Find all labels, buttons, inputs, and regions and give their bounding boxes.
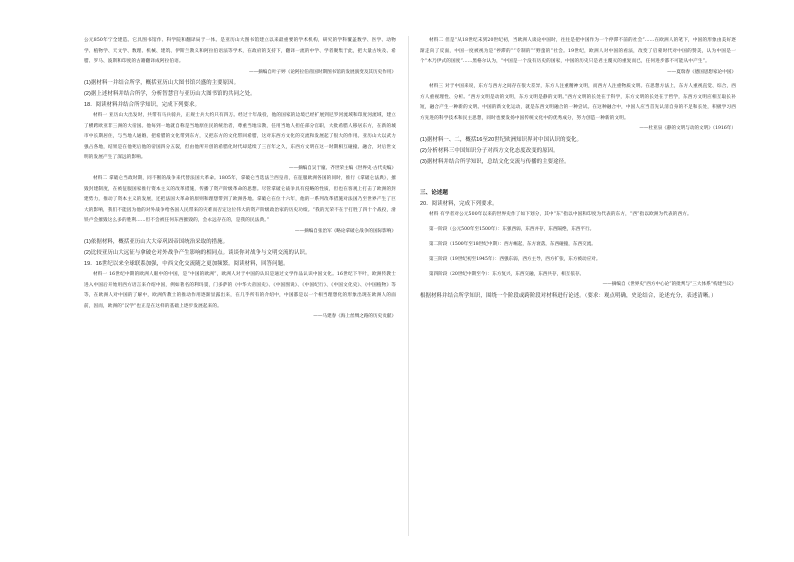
question-18-2: (2)比较亚历山大远征与拿破仑对外战争产生影响的相同点。谈谈你对战争与文明交流的认识。: [84, 250, 311, 256]
stage-item-4: 第四阶段（20世纪中期至今）：东方复兴，东西交融，东西共存，相互依存。: [429, 272, 585, 277]
section-3-heading: 三、论述题: [420, 189, 448, 196]
material-20-source: ——摘编自《世界史“西方中心论”的批判与“三大体系”构建刍议》: [602, 282, 736, 287]
question-20-requirement: 根据材料并结合所学知识，围绕一个阶段或跨阶段对材料进行论述。（要求：观点明确，史论结合，论述充分，表述清晰。）: [420, 292, 717, 299]
material-19-2-source: ——夏瑞春《德国思想家论中国》: [667, 69, 736, 75]
material-18-1-source: ——摘编自吴于廑、齐世荣主编《世界史·古代史编》: [288, 165, 396, 171]
question-18-1: (1)依据材料，概括亚历山大大帝巩固帝国统治采取的措施。: [84, 239, 229, 245]
question-17-1: (1)据材料一并结合所学，概括亚历山大图书馆兴盛的主要原因。: [84, 80, 240, 86]
question-17-2: (2)据上述材料并结合所学，分析智慧宫与亚历山大图书馆的共同之处。: [84, 91, 256, 97]
material-19-3: 材料三 对于中国来说，东方与西方之间存在很大差异，东方人注重精神文明，而西方人注重物质文明。在思想方法上，东方人重视直觉、综合，西方人重视理性、分析。“西方文明是动的文明，东方文明是静的文明。”西方文明的长处在于科学，东方文明的长处在于哲学，东西方文明应相互取长补短，融合产生一种新的文明。中国的新文化运动，就是东西文明融合的一种尝试。在这种融合中，中国人应当首先认清自身的不足和长处，积极学习西方先进的科学技术和民主思想，同时也要发扬中国传统文化中的优秀成分，努力创造一种新的文明。: [420, 84, 736, 121]
question-19-3: (3)据材料并结合所学知识，总结文化交流与传播的主要途径。: [420, 158, 570, 165]
material-19-1-source: ——马建春《海上丝绸之路的历史贡献》: [313, 314, 396, 319]
material-17-source: ——摘编自叶子婷《论阿拉伯帝国时期图书馆的发展演变及其历史作用》: [248, 69, 396, 75]
material-19-1: 材料一 16世纪中期的欧洲人眼中的中国，是“中国的欧洲”，欧洲人对于中国的认识是通过文学作品认识中国文化。16世纪下半叶，欧洲传教士进入中国后开始用西方语言来介绍中国，例如著名的利玛窦，门多萨的《中华大帝国史》、《中国图说》、《中国纪行》、《中国文化史》、《中国植物》等等，在欧洲人对中国的了解中，欧洲传教士的推动作用逐渐显露出来，在几乎所有的介绍中，中国都是以一个相当理想化的形象出现在欧洲人的面前，因而，欧洲的“汉学”也正是在这样的基础上逐步发展起来的。: [84, 272, 396, 309]
left-column: [84, 36, 396, 323]
question-18: 18．阅读材料并结合所学知识，完成下列要求。: [84, 102, 201, 108]
stage-item-2: 第二阶段（1500年至18世纪中期）：西方崛起，东方衰落，东西碰撞，东西交流。: [429, 242, 596, 247]
material-17-tail: 公元850年宁全建造。它具图书馆作、科学院和翻译局于一体。是亚历山大图书馆建立以来最重要的学术机构，研究的学科覆盖数学、医学、动物学、植物学、天文学、数理、机械、建筑、伊斯兰教义和阿拉伯语法等学术，在政府的支持下，翻译一流的中学、学者聚集于此，把大量古埃及、希腊、罗马、波斯和印度的古籍翻译成阿拉伯语。: [84, 38, 396, 64]
material-19-3-source: ——杜亚泉《静的文明与动的文明》（1916年）: [639, 126, 736, 131]
question-19-2: (2)分析材料三中国知识分子对西方文化态度改变的原因。: [420, 147, 559, 154]
material-18-2: 材料二 拿破仑当政时期，同不断的战争来代替法国大革命。1805年，拿破仑当选法兰西皇帝，在征服欧洲各国的同时，推行《拿破仑法典》，摧毁封建制度，在被征服国家推行资本主义的改革措施，传播了资产阶级革命的思想。尽管拿破仑战争具有侵略的性质，但也在客观上打击了欧洲的封建势力，推动了资本主义的发展，还把法国大革命的原则和理想带到了欧洲各地。拿破仑在位十六年，他的一系列改革措施对法国乃至世界产生了巨大的影响，我们不能因为他的对外战争给各国人民带来的灾难而否定这位伟大的资产阶级政治家的历史功绩。“我的光荣不在于打胜了四十个战役，滑铁卢会摧毁这么多的胜利……但不会被任何东西摧毁的，会永远存在的，是我的民法典。”: [84, 176, 396, 223]
stage-item-1: 第一阶段（公元500年至1500年）：东强西弱，东西并存，东西隔绝，东西平行。: [429, 227, 595, 232]
question-19: 19．16世纪以来全球联系加强，中西文化交流随之更加频繁。阅读材料，回答问题。: [84, 261, 289, 267]
stage-item-3: 第三阶段（19世纪初至1945年）：西强东弱，西方主导，西方扩张，东方被动应对。: [429, 257, 601, 262]
material-19-2: 材料二 但是“从18世纪末到20世纪初，当欧洲人谈论中国时，往往是把中国作为一个停滞不前的社会”……在欧洲人的笔下，中国的形象由美好逐渐走向了反面，中国一度被视为是“停滞的”“专制的”“野蛮的”社会。19世纪，欧洲人对中国的看法，改变了启蒙时代对中国的赞美，认为中国是一个“木乃伊式的国度”……黑格尔认为，“中国是一个没有历史的国家，中国的历史只是君主覆灭的重复而已，任何进步都不可能从中产生”。: [420, 38, 736, 64]
material-18-2-source: ——摘编自张治军《略论拿破仑战争的国际影响》: [294, 228, 396, 234]
right-column: [420, 36, 736, 302]
question-20: 20．阅读材料，完成下列要求。: [420, 200, 498, 207]
material-20-intro: 材料 有学者对公元500年以来的世界史作了如下划分，其中“东”指以中国和印度为代表的东方，“西”指以欧洲为代表的西方。: [429, 211, 692, 217]
column-divider: [408, 36, 409, 536]
question-19-1: (1)据材料一、二，概括16至20世纪欧洲知识界对中国认识的变化。: [420, 136, 583, 143]
material-18-1: 材料一 亚历山大出发时，共带有马兵骑兵，正规士兵大约只有四万。经过十年战役，他的国家的边境已经扩展到尼罗河流域和印度河流域，建立了横跨欧亚非三洲的大帝国。他每到一地就自称是当地原住民的统治者，尊重当地宗教，任用当地人担任部分官职，大批希腊人移居东方，在新的城市中长期居住，与当地人通婚，把希腊的文化带到东方，又把东方的文化带回希腊，这对东西方文化的交流和发展起了很大的作用。亚历山大以武力强占各地，结果是在他死后他的帝国四分五裂，但由他所开创的希腊化时代却延续了三百年之久，东西方文明在这一时期相互碰撞、融合，对后世文明的发展产生了深远的影响。: [84, 113, 396, 160]
